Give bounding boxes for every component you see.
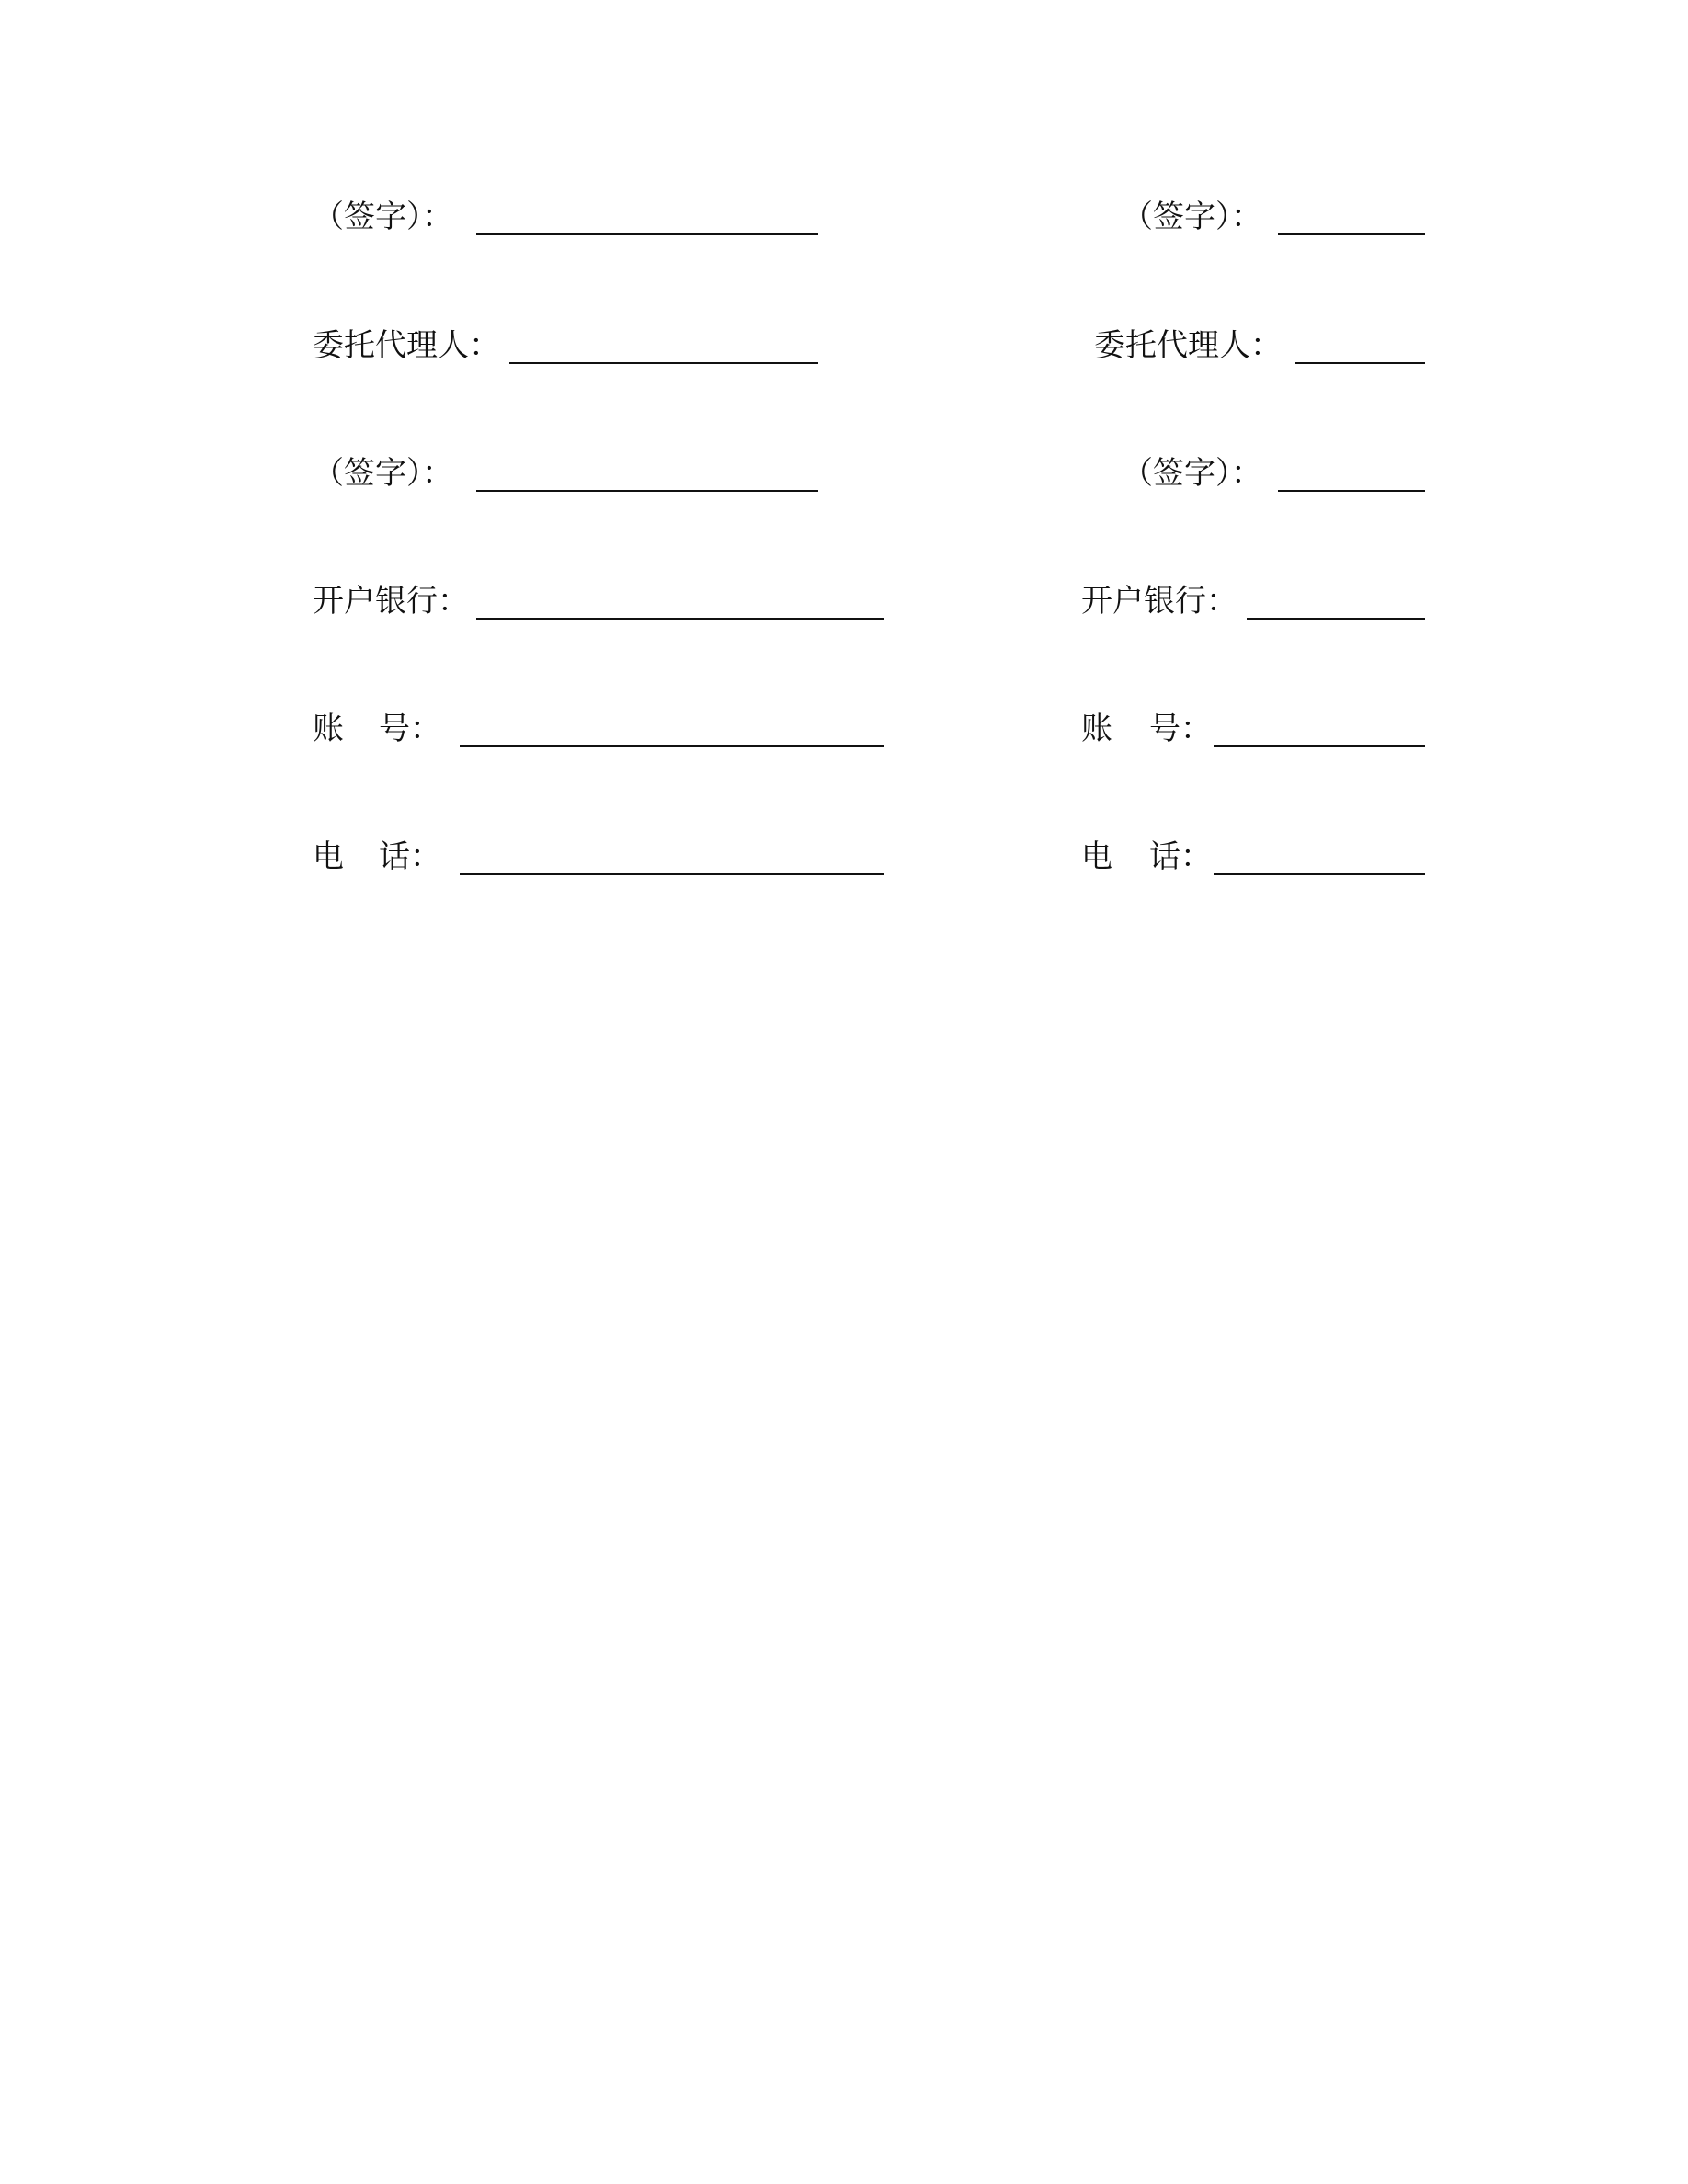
right-phone-label-a: 电 bbox=[1081, 838, 1112, 875]
left-agent-row bbox=[313, 327, 827, 382]
right-agent-line[interactable] bbox=[1295, 362, 1425, 364]
left-agent-line[interactable] bbox=[509, 362, 818, 364]
left-signature-label-2: （签字）： bbox=[313, 455, 453, 492]
right-agent-label: 委托代理人： bbox=[1094, 327, 1282, 364]
right-signature-row-2 bbox=[1112, 455, 1434, 510]
left-phone-label-b: 话： bbox=[379, 838, 441, 875]
right-account-label-b: 号： bbox=[1149, 711, 1212, 747]
left-account-row bbox=[313, 711, 892, 766]
right-bank-label: 开户银行： bbox=[1081, 583, 1237, 620]
right-phone-row bbox=[1081, 838, 1434, 893]
right-account-row bbox=[1081, 711, 1434, 766]
left-phone-line[interactable] bbox=[460, 873, 884, 875]
right-account-label-a: 账 bbox=[1081, 711, 1112, 747]
left-bank-label: 开户银行： bbox=[313, 583, 469, 620]
right-agent-row bbox=[1094, 327, 1434, 382]
left-bank-row bbox=[313, 583, 892, 638]
left-account-label-a: 账 bbox=[313, 711, 344, 747]
left-account-label-b: 号： bbox=[379, 711, 441, 747]
right-signature-line-2[interactable] bbox=[1278, 490, 1425, 492]
right-signature-label-1: （签字）： bbox=[1122, 199, 1262, 235]
right-phone-label-b: 话： bbox=[1149, 838, 1212, 875]
left-bank-line[interactable] bbox=[476, 618, 884, 620]
right-bank-line[interactable] bbox=[1247, 618, 1425, 620]
right-signature-row-1 bbox=[1112, 199, 1434, 254]
left-signature-label-1: （签字）： bbox=[313, 199, 453, 235]
left-signature-row-2 bbox=[313, 455, 827, 510]
right-account-line[interactable] bbox=[1214, 745, 1425, 747]
right-bank-row bbox=[1081, 583, 1434, 638]
left-phone-row bbox=[313, 838, 892, 893]
right-phone-line[interactable] bbox=[1214, 873, 1425, 875]
left-phone-label-a: 电 bbox=[313, 838, 344, 875]
left-signature-line-1[interactable] bbox=[476, 233, 818, 235]
right-signature-line-1[interactable] bbox=[1278, 233, 1425, 235]
left-agent-label: 委托代理人： bbox=[313, 327, 500, 364]
left-account-line[interactable] bbox=[460, 745, 884, 747]
left-signature-line-2[interactable] bbox=[476, 490, 818, 492]
right-signature-label-2: （签字）： bbox=[1122, 455, 1262, 492]
left-signature-row-1 bbox=[313, 199, 827, 254]
